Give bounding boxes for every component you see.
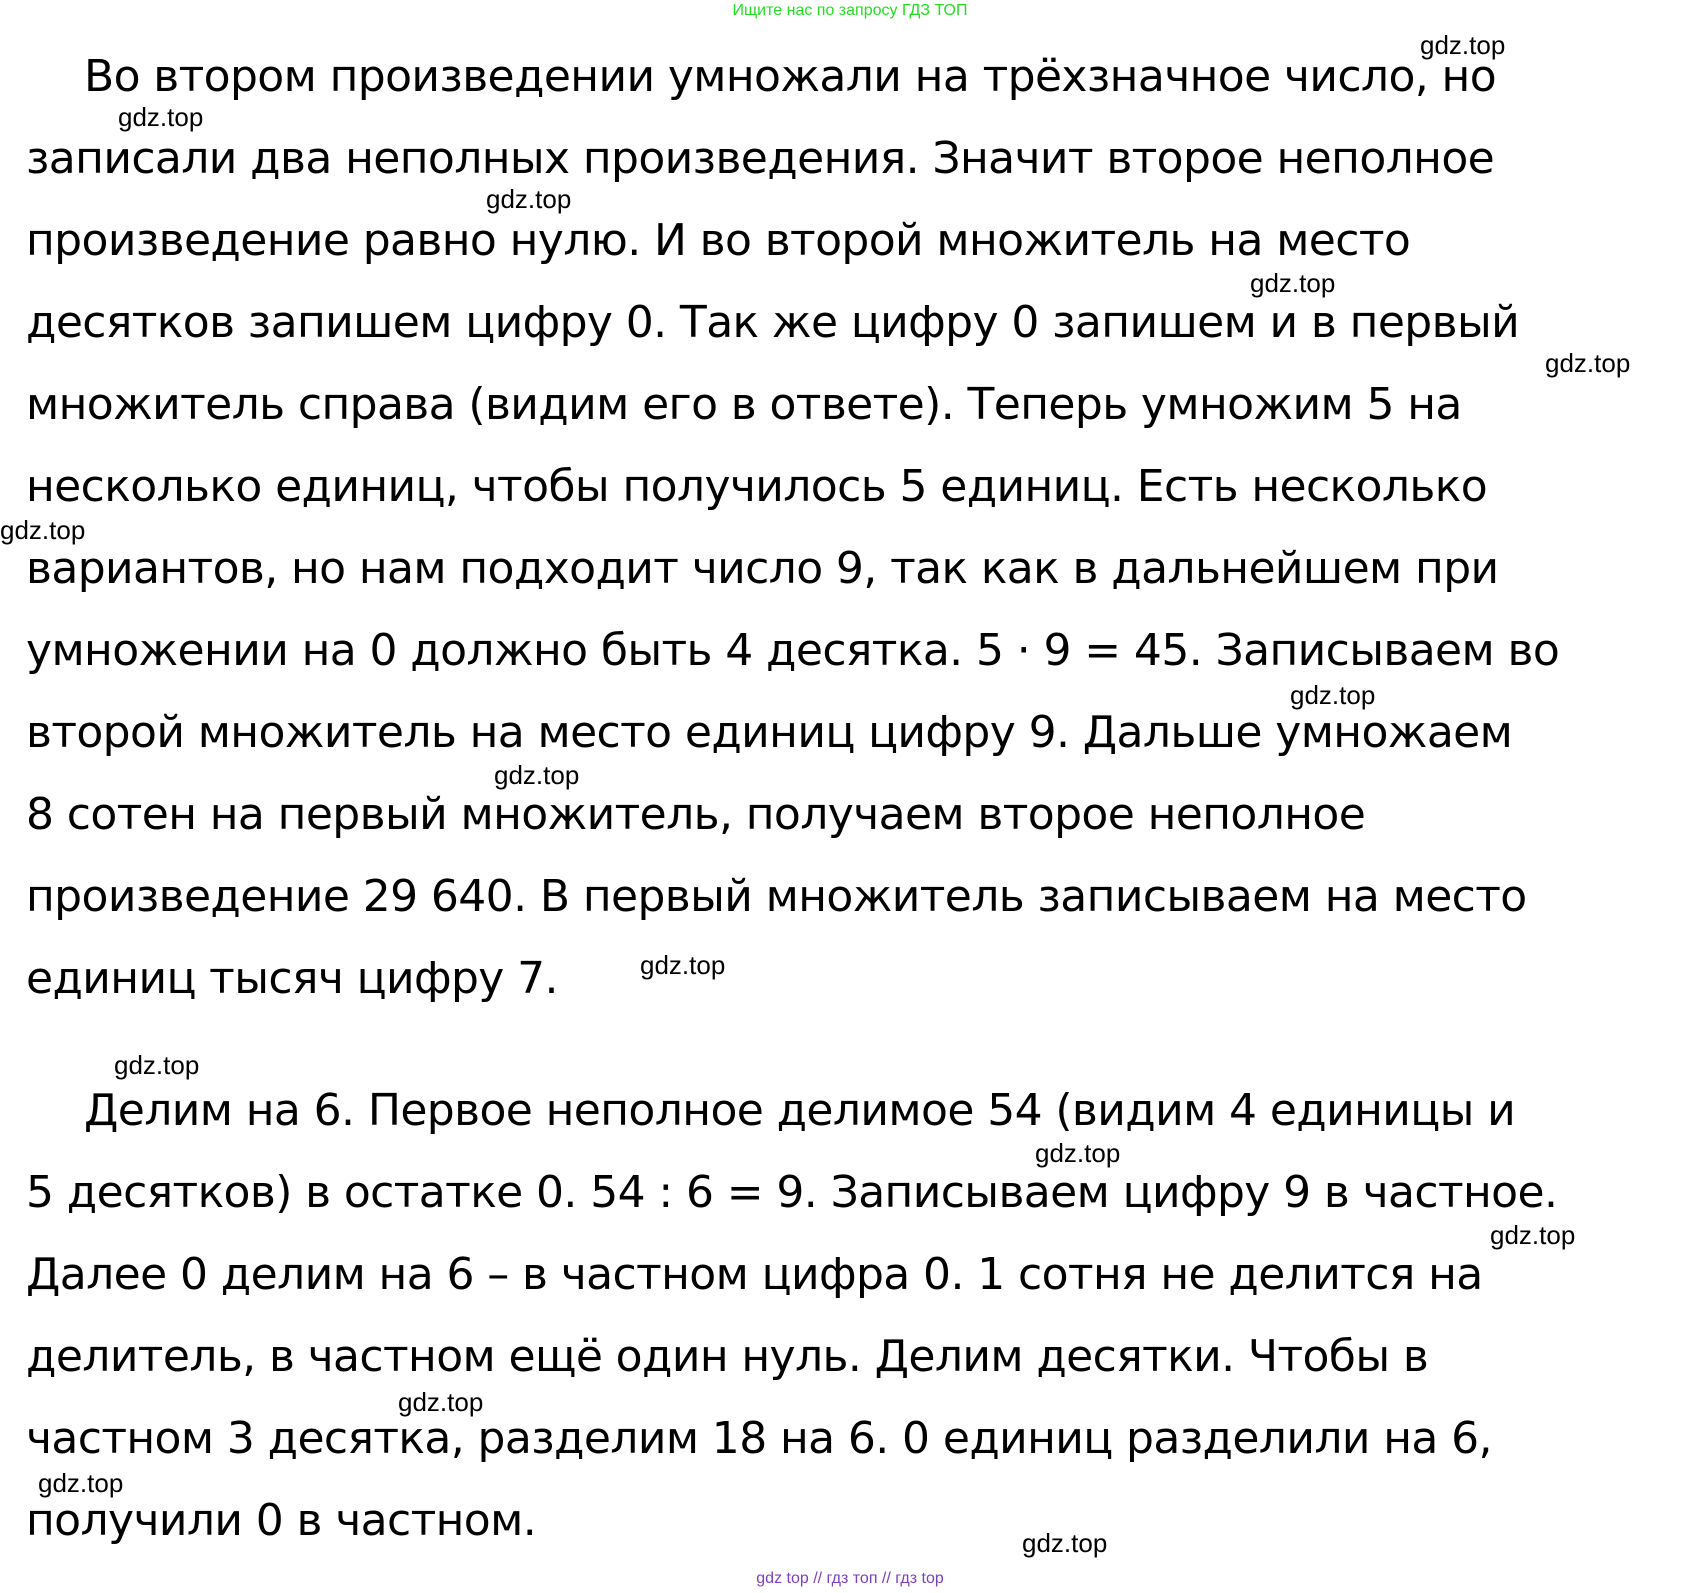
watermark: gdz.top: [1545, 348, 1631, 378]
text-line: произведение 29 640. В первый множитель записываем на место: [26, 871, 1527, 922]
text-line: произведение равно нулю. И во второй множитель на место: [26, 215, 1411, 266]
text-line: записали два неполных произведения. Значит второе неполное: [26, 133, 1495, 184]
text-line: Во втором произведении умножали на трёхзначное число, но: [84, 51, 1497, 102]
paragraph-multiplication: [26, 36, 1686, 1020]
text-line: десятков запишем цифру 0. Так же цифру 0 запишем и в первый: [26, 297, 1520, 348]
top-banner: Ищите нас по запросу ГДЗ ТОП: [732, 2, 968, 19]
text-line: Далее 0 делим на 6 – в частном цифра 0. 1 сотня не делится на: [26, 1249, 1483, 1300]
watermark: gdz.top: [118, 102, 204, 132]
text-line: второй множитель на место единиц цифру 9. Дальше умножаем: [26, 707, 1513, 758]
text-line: умножении на 0 должно быть 4 десятка. 5 · 9 = 45. Записываем во: [26, 625, 1560, 676]
watermark: gdz.top: [1035, 1138, 1121, 1168]
watermark: gdz.top: [0, 515, 86, 545]
watermark: gdz.top: [1490, 1220, 1576, 1250]
watermark: gdz.top: [640, 950, 726, 980]
text-line: делитель, в частном ещё один нуль. Делим десятки. Чтобы в: [26, 1331, 1429, 1382]
watermark: gdz.top: [114, 1050, 200, 1080]
watermark: gdz.top: [1022, 1528, 1108, 1558]
watermark: gdz.top: [494, 760, 580, 790]
text-line: несколько единиц, чтобы получилось 5 единиц. Есть несколько: [26, 461, 1488, 512]
text-line: 8 сотен на первый множитель, получаем второе неполное: [26, 789, 1366, 840]
text-line: Делим на 6. Первое неполное делимое 54 (видим 4 единицы и: [84, 1085, 1516, 1136]
text-line: вариантов, но нам подходит число 9, так как в дальнейшем при: [26, 543, 1499, 594]
watermark: gdz.top: [38, 1468, 124, 1498]
watermark: gdz.top: [398, 1387, 484, 1417]
text-line: частном 3 десятка, разделим 18 на 6. 0 единиц разделили на 6,: [26, 1413, 1492, 1464]
paragraph-division: [26, 1070, 1686, 1562]
bottom-banner: gdz top // гдз топ // гдз top: [756, 1570, 944, 1587]
text-line: единиц тысяч цифру 7.: [26, 953, 558, 1004]
watermark: gdz.top: [1420, 30, 1506, 60]
text-line: 5 десятков) в остатке 0. 54 : 6 = 9. Записываем цифру 9 в частное.: [26, 1167, 1558, 1218]
text-line: получили 0 в частном.: [26, 1495, 537, 1546]
text-line: множитель справа (видим его в ответе). Теперь умножим 5 на: [26, 379, 1462, 430]
watermark: gdz.top: [486, 184, 572, 214]
watermark: gdz.top: [1290, 680, 1376, 710]
watermark: gdz.top: [1250, 268, 1336, 298]
